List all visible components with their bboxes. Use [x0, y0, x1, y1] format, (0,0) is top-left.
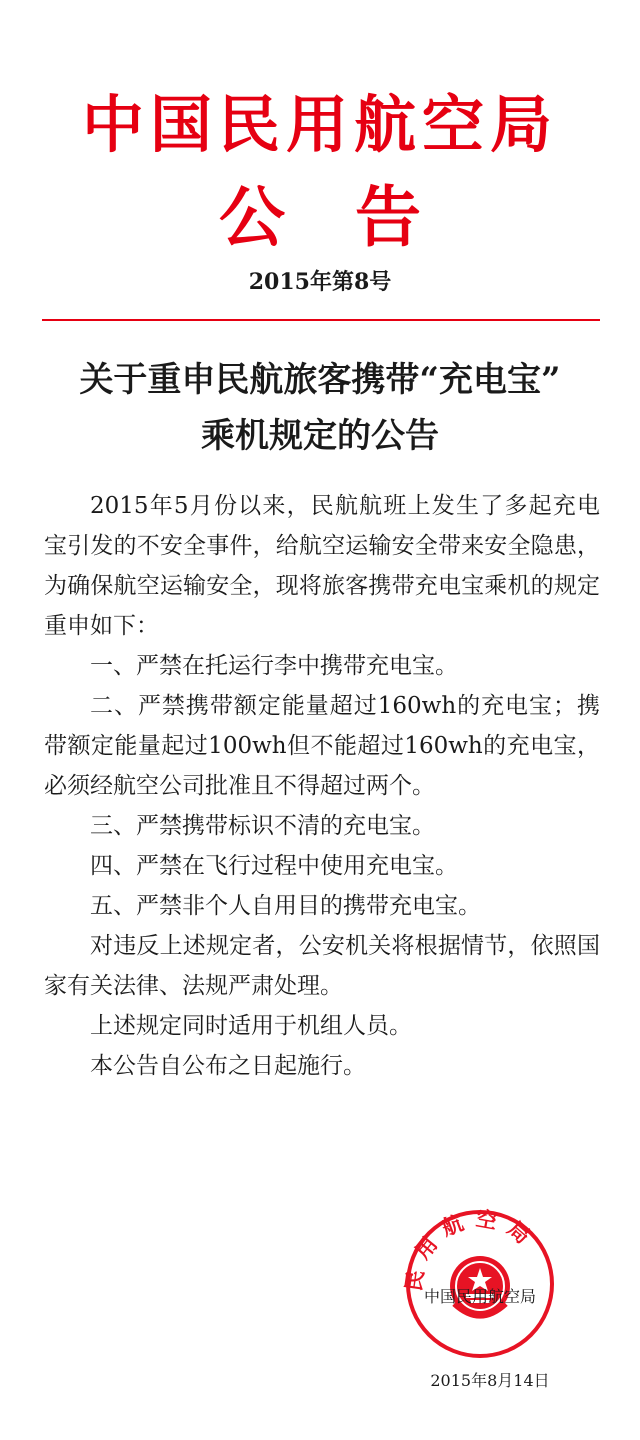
- paragraph-effective: 本公告自公布之日起施行。: [90, 1053, 366, 1079]
- issuer-title: 中国民用航空局: [81, 88, 558, 161]
- notice-body: [44, 486, 600, 1086]
- paragraph-crew: 上述规定同时适用于机组人员。: [90, 1013, 412, 1039]
- notice-label: 公告: [219, 179, 491, 256]
- paragraph-rule-5: 五、严禁非个人自用目的携带充电宝。: [90, 893, 481, 919]
- notice-title-line2: 乘机规定的公告: [201, 416, 439, 456]
- document-number: 2015年第8号: [248, 269, 392, 295]
- red-divider: [42, 319, 600, 321]
- paragraph-penalty: 对违反上述规定者，公安机关将根据情节，依照国家有关法律、法规严肃处理。: [44, 933, 600, 999]
- official-seal: [400, 1204, 560, 1364]
- seal-text: 民用航空局: [401, 1206, 543, 1293]
- paragraph-rule-4: 四、严禁在飞行过程中使用充电宝。: [90, 853, 458, 879]
- paragraph-rule-1: 一、严禁在托运行李中携带充电宝。: [90, 653, 458, 679]
- paragraph-intro: 2015年5月份以来，民航航班上发生了多起充电宝引发的不安全事件，给航空运输安全带来安全隐患，为确保航空运输安全，现将旅客携带充电宝乘机的规定重申如下：: [44, 493, 600, 639]
- signature-organization: 中国民用航空局: [423, 1287, 536, 1306]
- notice-title-line1: 关于重申民航旅客携带“充电宝”: [79, 360, 561, 400]
- paragraph-rule-3: 三、严禁携带标识不清的充电宝。: [90, 813, 435, 839]
- signature-date: 2015年8月14日: [430, 1371, 550, 1390]
- paragraph-rule-2: 二、严禁携带额定能量超过160wh的充电宝；携带额定能量起过100wh但不能超过160wh的充电宝，必须经航空公司批准且不得超过两个。: [44, 693, 600, 799]
